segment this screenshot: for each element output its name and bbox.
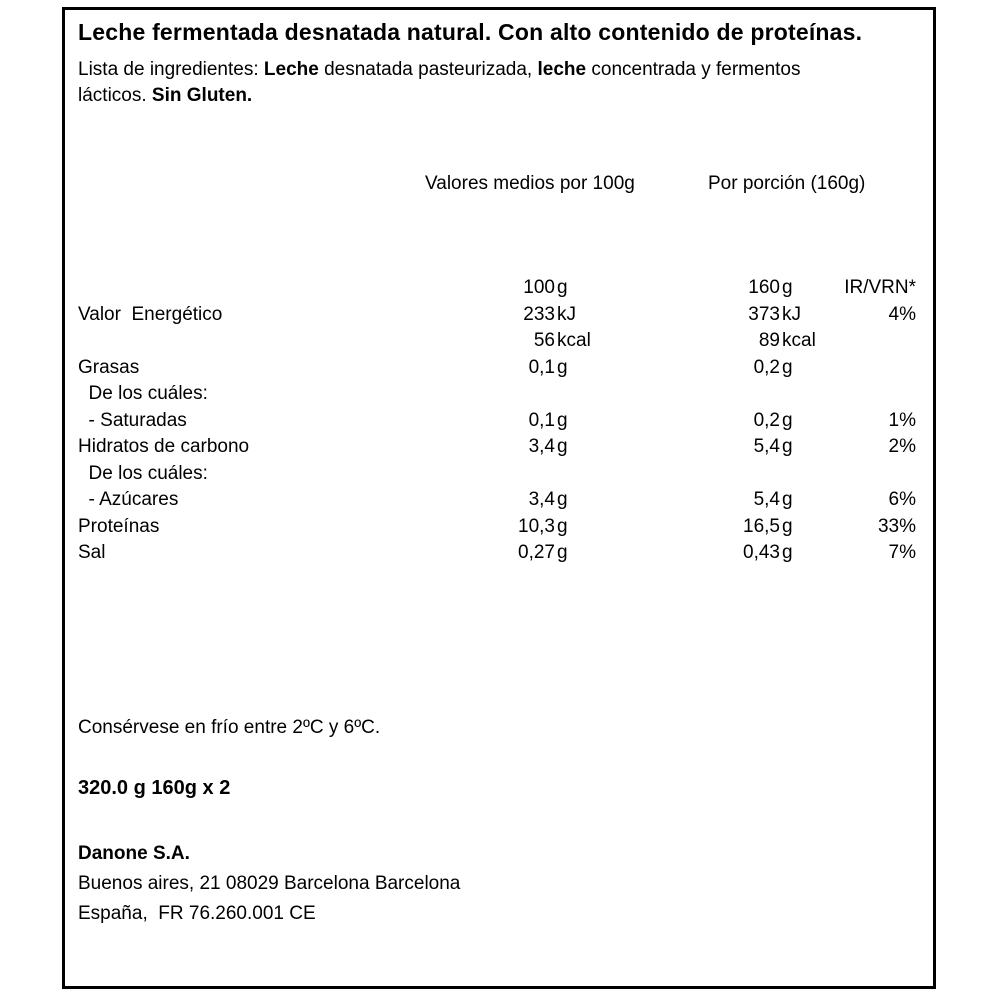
nutrient-name: Valor Energético xyxy=(78,303,223,325)
nutrition-row-of-which-carbs xyxy=(78,461,920,488)
registration-line: España, FR 76.260.001 CE xyxy=(78,902,316,924)
value-per-100g: 0,1 g xyxy=(528,409,568,431)
value-per-100g: 56 kcal xyxy=(533,330,591,351)
ingredient-bold-leche: Leche xyxy=(263,59,319,80)
ingredients-text-1: desnatada pasteurizada, xyxy=(318,59,538,80)
ir-vrn-value: 6% xyxy=(888,489,916,510)
nutrition-row-sugars xyxy=(78,487,920,514)
nutrient-name: Grasas xyxy=(78,356,140,378)
ir-vrn-value xyxy=(840,328,920,355)
value-per-100g xyxy=(438,461,615,488)
ir-vrn-value xyxy=(840,355,920,382)
nutrition-row-salt xyxy=(78,540,920,567)
nutrient-name: - Saturadas xyxy=(78,409,187,431)
product-label xyxy=(62,7,936,989)
nutrition-row-of-which-fat xyxy=(78,381,920,408)
nutrition-row-protein xyxy=(78,514,920,541)
value-per-160g: 89 kcal xyxy=(758,330,816,351)
net-weight: 320.0 g 160g x 2 xyxy=(78,776,231,799)
value-per-100g: 10,3 g xyxy=(518,515,568,537)
product-title: Leche fermentada desnatada natural. Con alto contenido de proteínas. xyxy=(78,19,863,45)
ir-vrn-value xyxy=(840,461,920,488)
value-per-160g: 5,4 g xyxy=(753,436,793,457)
nutrient-name: De los cuáles: xyxy=(78,383,208,404)
value-per-100g: 0,1 g xyxy=(528,356,568,378)
nutrient-name xyxy=(78,328,438,355)
value-per-100g: 3,4 g xyxy=(528,489,568,510)
nutrition-subheader-row xyxy=(78,275,920,302)
ingredients-text-2: concentrada y fermentos lácticos. xyxy=(78,59,801,106)
storage-instructions: Consérvese en frío entre 2ºC y 6ºC. xyxy=(78,716,381,738)
value-per-160g: 0,2 g xyxy=(753,356,793,378)
nutrition-row-energy-kcal xyxy=(78,328,920,355)
gluten-free-statement: Sin Gluten. xyxy=(151,85,253,106)
value-per-160g: 373 kJ xyxy=(748,303,801,325)
value-per-160g: 5,4 g xyxy=(753,489,793,510)
nutrition-row-carbohydrates xyxy=(78,434,920,461)
ir-vrn-value xyxy=(840,381,920,408)
ir-vrn-value: 7% xyxy=(888,542,916,563)
value-per-100g xyxy=(438,381,615,408)
ingredient-bold-leche-2: leche xyxy=(537,59,587,80)
manufacturer-address: Buenos aires, 21 08029 Barcelona Barcelona xyxy=(78,872,461,894)
value-per-160g xyxy=(615,381,840,408)
nutrition-row-fat xyxy=(78,355,920,382)
ir-vrn-value: 2% xyxy=(888,436,916,457)
nutrient-name: Hidratos de carbono xyxy=(78,436,250,457)
nutrient-name: Sal xyxy=(78,542,106,563)
nutrition-column-headers xyxy=(78,173,920,197)
value-per-160g: 0,43 g xyxy=(743,542,793,563)
nutrition-table xyxy=(78,275,920,567)
ir-vrn-value: 4% xyxy=(888,303,916,325)
value-per-100g: 233 kJ xyxy=(523,303,576,325)
column-header-per-portion: Por porción (160g) xyxy=(708,173,866,194)
subheader-spacer xyxy=(78,275,438,302)
ingredients-text xyxy=(78,57,823,109)
nutrient-name: Proteínas xyxy=(78,515,160,537)
value-per-100g: 3,4 g xyxy=(528,436,568,457)
ir-vrn-value: 33% xyxy=(877,515,916,537)
column-header-per-100g: Valores medios por 100g xyxy=(425,173,635,194)
value-per-160g xyxy=(615,461,840,488)
nutrient-name: De los cuáles: xyxy=(78,462,208,484)
subheader-160g: 160 g xyxy=(748,277,793,298)
ingredients-lead: Lista de ingredientes: xyxy=(78,59,264,80)
manufacturer-name: Danone S.A. xyxy=(78,842,190,864)
nutrition-row-saturates xyxy=(78,408,920,435)
subheader-100g: 100 g xyxy=(523,277,568,298)
value-per-100g: 0,27 g xyxy=(518,542,568,563)
ir-vrn-value: 1% xyxy=(888,409,916,431)
nutrition-row-energy xyxy=(78,302,920,329)
value-per-160g: 0,2 g xyxy=(753,409,793,431)
value-per-160g: 16,5 g xyxy=(743,515,793,537)
subheader-ir-vrn: IR/VRN* xyxy=(844,277,916,298)
nutrient-name: - Azúcares xyxy=(78,489,179,510)
